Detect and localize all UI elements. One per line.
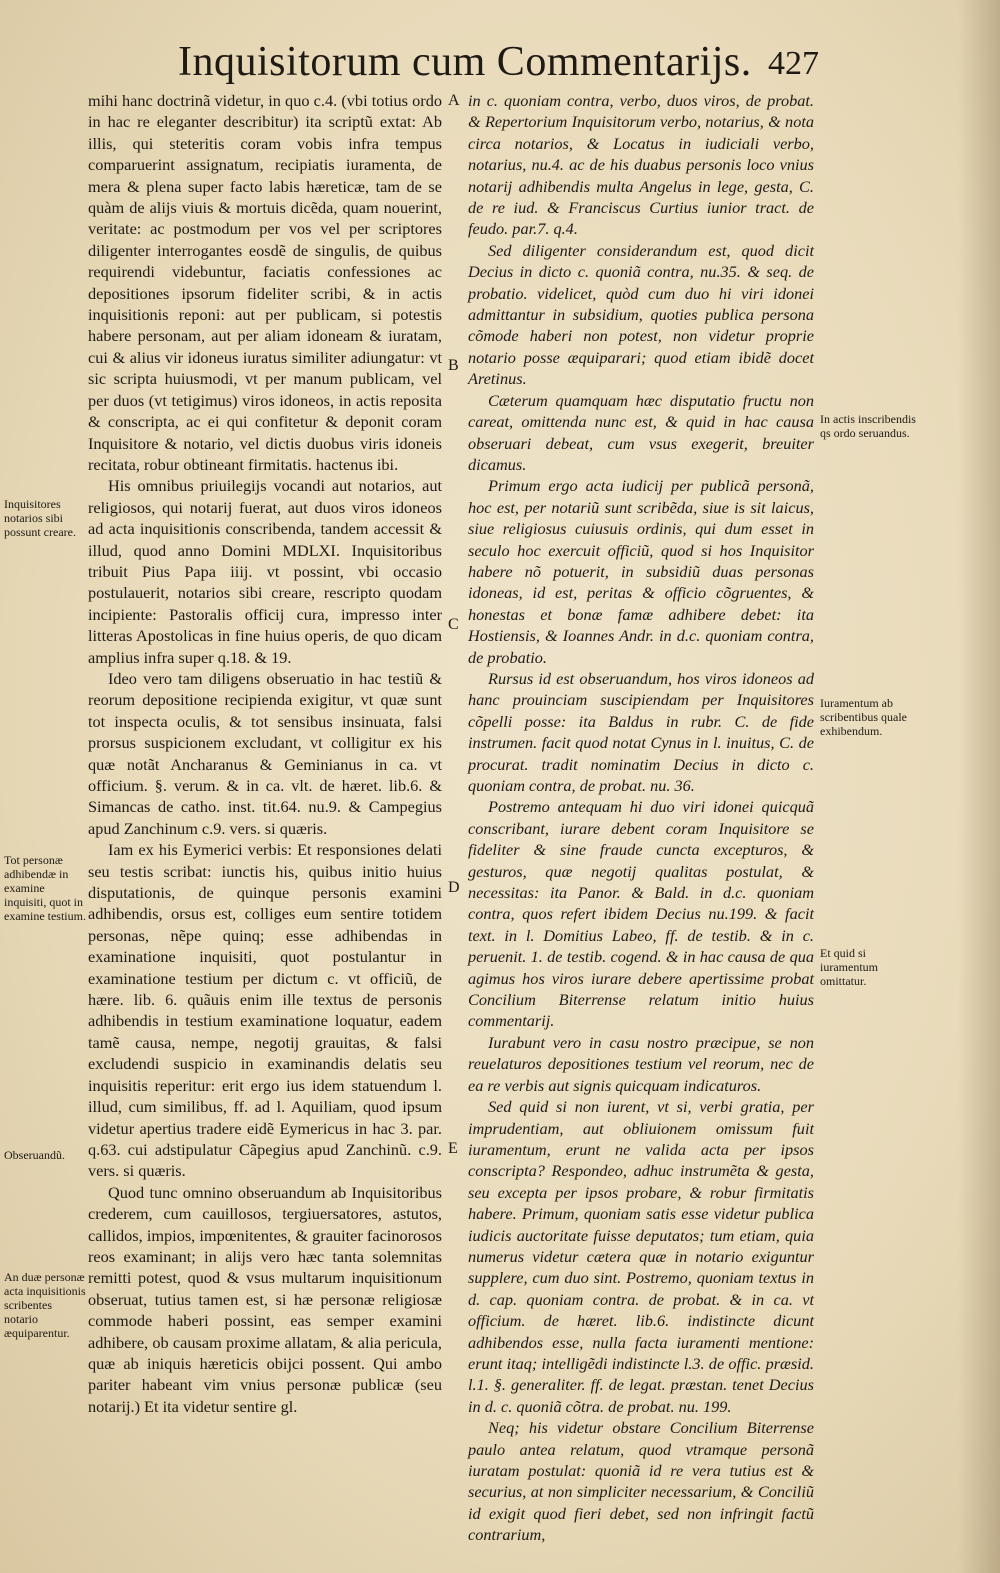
margin-note-right: Et quid si iuramentum omittatur. (820, 946, 878, 988)
section-letter: D (448, 879, 460, 896)
paragraph: mihi hanc doctrinã videtur, in quo c.4. (vbi totius ordo in hac re eleganter describitur) ita scriptũ extat: Ab illis, qui steteritis coram vobis infra tempus comparuerint assignatum, recipiatis iuramenta, de mera & plena super facto labis hæreticæ, tam de se quàm de alijs viuis & mortuis dicẽda, quam nouerint, veritate: ac postmodum per vos vel per scriptores diligenter interrogantes eosdẽ de singulis, de quibus requirendi videbuntur, faciatis confessiones ac depositiones ipsorum fideliter scribi, & in actis inquisitionis reponi: aut per publicam, si potestis habere personam, aut per aliam idoneam & iuratam, cui & alius vir idoneus iuratus similiter adiungatur: vt sic scripta huiusmodi, vt per manum publicam, vel per duos (vt tetigimus) viros idoneos, in actis reposita & conscripta, ac ei qui confitetur & deponit coram Inquisitore & notario, vel dictis duobus viris idoneis recitata, robur obtineant firmitatis. hactenus ibi. (88, 91, 442, 474)
paragraph: Postremo antequam hi duo viri idonei quicquã conscribant, iurare debent coram Inquisitore se fideliter & sine fraude cuncta excepturos, & gesturos, quæ negotij qualitas postulat, & necessitas: ita Panor. & Bald. in d.c. quoniam contra, quos refert ibidem Decius nu.199. & facit text. in l. Domitius Labeo, ff. de testib. & in c. peruenit. 1. de testib. cogend. & in hac causa de qua agimus hos viros iurare debere apertissime probat Concilium Biterrense relatum initio huius commentarij. (468, 797, 814, 1031)
paragraph: in c. quoniam contra, verbo, duos viros, de probat. & Repertorium Inquisitorum verbo, notarius, & nota circa notarios, & Locatus in iudiciali verbo, notarius, nu.4. ac de his duabus personis loco vnius notarij adhibendis multa Angelus in lege, gesta, C. de re iud. & Franciscus Curtius iunior tract. de feudo. par.7. q.4. (468, 91, 814, 239)
section-letter: C (448, 616, 459, 633)
margin-note-left: Inquisitores notarios sibi possunt creare. (4, 497, 76, 539)
margin-note-left: An duæ personæ acta inquisitionis scribentes notario æquiparentur. (4, 1270, 86, 1340)
page-edge-shadow (958, 0, 1000, 1573)
paragraph: His omnibus priuilegijs vocandi aut notarios, aut religiosos, qui notarij fuerat, aut duos viros idoneos ad acta inquisitionis conscribenda, tandem accessit & illud, quod anno Domini MDLXI. Inquisitoribus tribuit Pius Papa iiij. vt possint, vbi occasio postulauerit, notarios sibi creare, rescripto quodam incipiente: Pastoralis officij cura, impresso inter litteras Apostolicas in fine huius operis, de quo dicam amplius infra super q.18. & 19. (88, 476, 442, 667)
paragraph: Cæterum quamquam hæc disputatio fructu non careat, omittenda nunc est, & quid in hac causa obseruari debeat, cum vsus exegerit, breuiter dicamus. (468, 390, 814, 474)
section-letter: E (448, 1140, 458, 1157)
left-text-column (88, 90, 442, 1417)
section-letter: A (448, 92, 460, 109)
page-number: 427 (768, 45, 819, 82)
paragraph: Sed quid si non iurent, vt si, verbi gratia, per imprudentiam, aut obliuionem omissum fuit iuramentum, erunt ne valida acta per ipsos conscripta? Respondeo, adhuc instrumẽta & gesta, seu excepta per ipsos probare, & robur firmitatis habere. Primum, quoniam satis esse videtur publica iudicis auctoritate fuisse deputatos; tum etiam, quia numerus videtur cætera quæ in notario exiguntur supplere, cum duo sint. Postremo, quoniam textus in d. cap. quoniam contra. de probat. & in ca. vt officium. de hæret. lib.6. indistincte dicunt adhibendos esse, nulla facta iuramenti mentione: erunt itaq; intelligẽdi indistincte l.3. de offic. præsid. l.1. §. generaliter. ff. de legat. præstan. tenet Decius in d. c. quoniã cõtra. de probat. nu. 199. (468, 1097, 814, 1416)
right-text-column (468, 90, 814, 1546)
paragraph: Iurabunt vero in casu nostro præcipue, se non reuelaturos depositiones testium vel reorum, nec de ea re verbis aut signis quicquam indicaturos. (468, 1032, 814, 1095)
paragraph: Rursus id est obseruandum, hos viros idoneos ad hanc prouinciam suscipiendam per Inquisitores cõpelli posse: ita Baldus in rubr. C. de fide instrumen. facit quod notat Cynus in l. inuitus, C. de procurat. tradit nominatim Decius in dicto c. quoniam contra, de probat. nu. 36. (468, 668, 814, 795)
paragraph: Ideo vero tam diligens obseruatio in hac testiũ & reorum depositione recipienda exigitur, vt quæ sunt tot inspecta oculis, & tot sensibus insinuata, falsi prorsus suspicionem excludant, vt colligitur ex his quæ notãt Ancharanus & Geminianus in ca. vt officium. §. verum. & in ca. vlt. de hæret. lib.6. & Simancas de catho. inst. tit.64. nu.9. & Campegius apud Zanchinum c.9. vers. si quæris. (88, 668, 442, 838)
margin-note-right: In actis inscribendis qs ordo seruandus. (820, 412, 916, 440)
section-letter: B (448, 357, 459, 374)
margin-note-left: Tot personæ adhibendæ in examine inquisiti, quot in examine testium. (4, 853, 86, 923)
paragraph: Neq; his videtur obstare Concilium Biterrense paulo antea relatum, quod vtramque personã iuratam postulat: quoniã id re vera tutius est & securius, at non simpliciter necessarium, & Conciliũ id exigit quod fieri debet, sed non infringit factũ contrarium, (468, 1418, 814, 1545)
paragraph: Iam ex his Eymerici verbis: Et responsiones delati seu testis scribat: iunctis his, quibus initio huius disputationis, de quinque personis examini adhibendis, orsus est, colliges eum sentire totidem personas, nẽpe quinq; esse adhibendas in examinatione inquisiti, quot postulantur in examinatione testium per dictum c. vt officiũ, de hære. lib. 6. quãuis enim ille textus de personis adhibendis in testium examinatione loquatur, eadem tamẽ causa, nempe, negotij grauitas, & falsi excludendi suspicio in examinandis delatis seu inquisitis reperitur: erit ergo ius idem statuendum l. illud, cum similibus, ff. ad l. Aquiliam, quod ipsum videtur apertius tradere eidẽ Eymericus in hac 3. par. q.63. cui adstipulatur Cãpegius apud Zanchinũ. c.9. vers. si quæris. (88, 840, 442, 1181)
paragraph: Quod tunc omnino obseruandum ab Inquisitoribus crederem, cum cauillosos, tergiuersatores, astutos, callidos, impios, impœnitentes, & grauiter facinorosos reos examinant; in alijs vero hæc tanta solemnitas remitti potest, quod & vsus multarum inquisitionum obseruat, tutius tamen est, si hæ personæ religiosæ commode haberi possint, eas semper examini adhibere, ob causam proxime allatam, & alia pericula, quæ ab iniquis hæreticis obijci possent. Qui ambo pariter habeant vim vnius personæ publicæ (seu notarij.) Et ita videtur sentire gl. (88, 1182, 442, 1416)
running-title: Inquisitorum cum Commentarijs. (178, 39, 752, 85)
paragraph: Sed diligenter considerandum est, quod dicit Decius in dicto c. quoniã contra, nu.35. & seq. de probatio. videlicet, quòd cum duo hi viri idonei admittantur in subsidium, quoties publica persona cõmode haberi non potest, non videtur proprie notario posse æquiparari; quod etiam ibidẽ docet Aretinus. (468, 240, 814, 389)
paragraph: Primum ergo acta iudicij per publicã personã, hoc est, per notariũ sunt scribẽda, siue is sit laicus, siue religiosus cuiusuis ordinis, qui dum esset in seculo hoc exercuit officiũ, quod si hos Inquisitor habere nõ potuerit, in subsidiũ duas personas idoneas, id est, peritas & officio cõgruentes, & honestas et bonæ famæ adhibere debet: ita Hostiensis, & Ioannes Andr. in d.c. quoniam contra, de probatio. (468, 476, 814, 667)
margin-note-left: Obseruandũ. (4, 1148, 65, 1162)
margin-note-right: Iuramentum ab scribentibus quale exhibendum. (820, 696, 907, 738)
